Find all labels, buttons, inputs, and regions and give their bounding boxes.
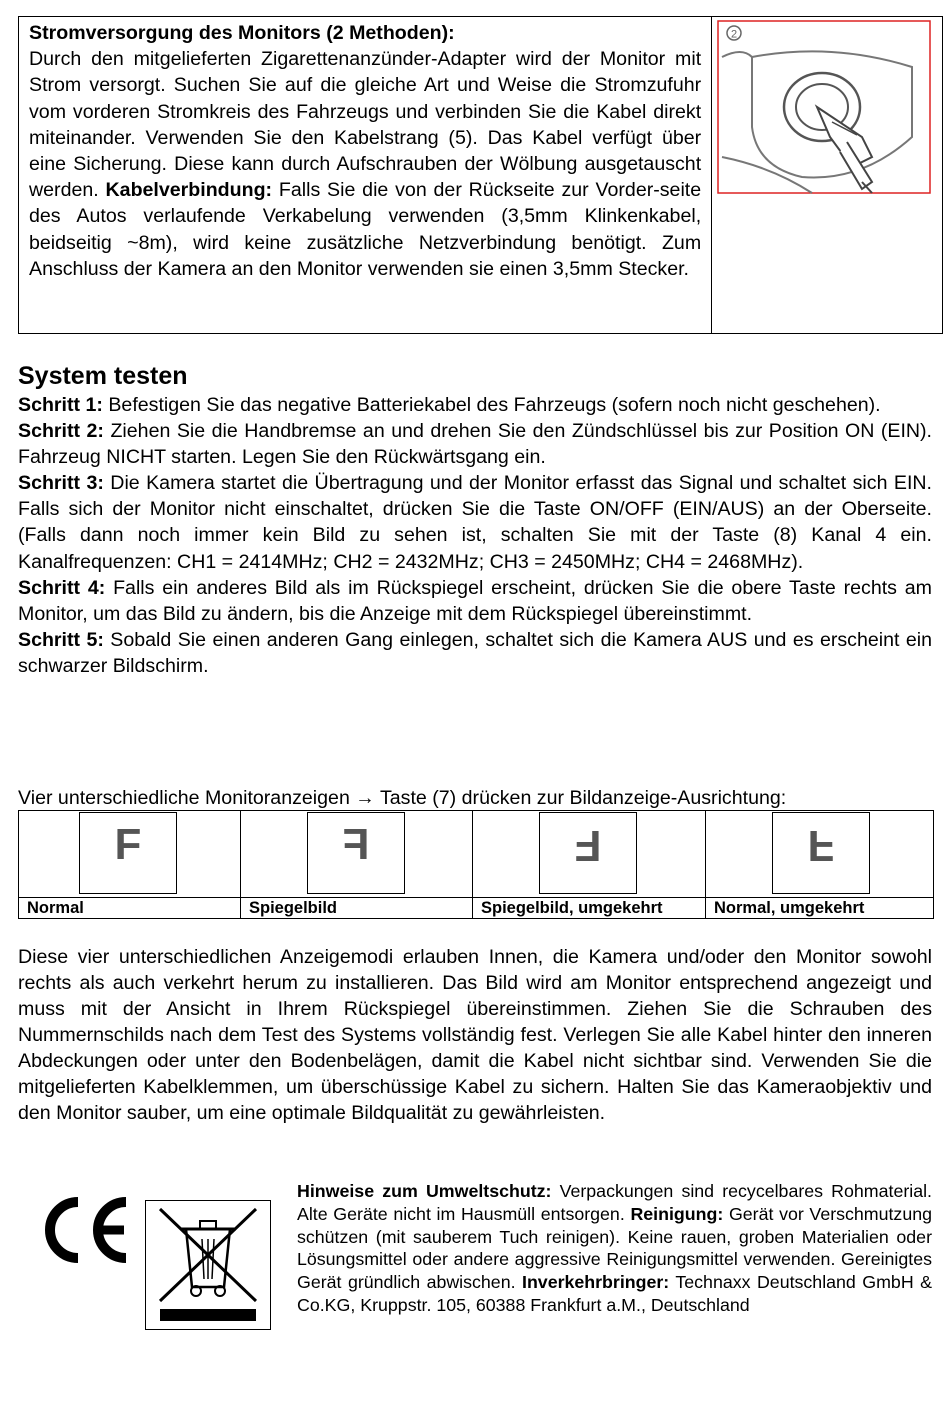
ce-mark-icon — [38, 1192, 134, 1270]
step-5 — [18, 627, 932, 679]
system-test-steps — [18, 392, 932, 679]
weee-box — [145, 1200, 271, 1330]
f-glyph-mirror: F — [342, 820, 370, 869]
cigarette-adapter-illustration-cell — [712, 17, 943, 334]
mode-mirror-preview — [307, 812, 405, 894]
env-label: Hinweise zum Umweltschutz: — [297, 1181, 552, 1201]
env-text: Verpackungen sind recycelbares Rohmaterial. Alte Geräte nicht im Hausmüll entsorgen. — [297, 1181, 932, 1224]
step-5-label: Schritt 5: — [18, 628, 104, 651]
step-1 — [18, 392, 932, 418]
distributor-label: Inverkehrbringer: — [522, 1272, 670, 1293]
power-text-part1: Durch den mitgelieferten Zigarettenanzünder-Adapter wird der Monitor mit Strom versorgt. Suchen Sie auf die gleiche Art und Weise die Stromzufuhr vom vorderen Stromkreis des Fahrzeugs und verbinden Sie die Kabel direkt miteinander. Verwenden Sie den Kabelstrang (5). Das Kabel verfügt über eine Sicherung. Diese kann durch Aufschrauben der Wölbung ausgetauscht werden. — [29, 48, 702, 202]
display-intro-text-after: Taste (7) drücken zur Bildanzeige-Ausrichtung: — [374, 787, 787, 809]
mode-normal-preview — [79, 812, 177, 894]
mode-normal-cell — [19, 811, 241, 898]
power-supply-description — [29, 46, 701, 282]
step-3 — [18, 470, 932, 574]
display-intro-text: Vier unterschiedliche Monitoranzeigen — [18, 787, 356, 809]
f-glyph-mirror-flipped: F — [574, 821, 602, 870]
f-glyph-normal-flipped: F — [807, 821, 835, 870]
cigarette-adapter-illustration — [712, 17, 938, 197]
cable-connection-label: Kabelverbindung: — [105, 179, 273, 202]
mode-normal-flipped-preview — [772, 812, 870, 894]
step-5-text: Sobald Sie einen anderen Gang einlegen, schaltet sich die Kamera AUS und es erscheint ein schwarzer Bildschirm. — [18, 628, 933, 677]
mode-mirror-flipped-cell — [473, 811, 706, 898]
mode-label-normal-flipped: Normal, umgekehrt — [706, 898, 934, 919]
mode-label-mirror-flipped: Spiegelbild, umgekehrt — [473, 898, 706, 919]
mode-normal-flipped-cell — [706, 811, 934, 898]
system-test-heading: System testen — [18, 362, 188, 390]
step-4-label: Schritt 4: — [18, 576, 106, 599]
mode-label-normal: Normal — [19, 898, 241, 919]
distributor-text: Technaxx Deutschland GmbH & Co.KG, Kruppstr. 105, 60388 Frankfurt a.M., Deutschland — [297, 1272, 932, 1315]
arrow-right-icon: → — [355, 787, 375, 809]
power-supply-table — [18, 16, 943, 334]
power-text-part2: Falls Sie die von der Rückseite zur Vorder-seite des Autos verlaufende Verkabelung verwenden (3,5mm Klinkenkabel, beidseitig ~8m), wird keine zusätzliche Netzverbindung benötigt. Zum Anschluss der Kamera an den Monitor verwenden sie einen 3,5mm Stecker. — [29, 179, 702, 280]
power-supply-text-cell — [19, 17, 712, 334]
step-1-label: Schritt 1: — [18, 394, 103, 416]
step-4-text: Falls ein anderes Bild als im Rückspiegel erscheint, drücken Sie die obere Taste rechts am Monitor, um das Bild zu ändern, bis die Anzeige mit dem Rückspiegel übereinstimmt. — [18, 576, 932, 625]
step-1-text: Befestigen Sie das negative Batteriekabel des Fahrzeugs (sofern noch nicht geschehen). — [102, 394, 881, 416]
display-modes-intro — [18, 786, 786, 810]
installation-paragraph: Diese vier unterschiedlichen Anzeigemodi erlauben Innen, die Kamera und/oder den Monitor sowohl rechts als auch verkehrt herum zu installieren. Das Bild wird am Monitor entsprechend angezeigt und muss mit der Ansicht in Ihrem Rückspiegel übereinstimmen. Ziehen Sie die Schrauben des Nummernschilds nach dem Test des Systems vollständig fest. Verlegen Sie alle Kabel hinter den inneren Abdeckungen oder unter den Bodenbelägen, damit die Kabel nicht sichtbar sind. Verwenden Sie die mitgelieferten Kabelklemmen, um überschüssige Kabel zu sichern. Halten Sie das Kameraobjektiv und den Monitor sauber, um eine optimale Bildqualität zu gewährleisten. — [18, 946, 932, 1124]
power-supply-title: Stromversorgung des Monitors (2 Methoden): — [29, 22, 455, 44]
f-glyph-normal: F — [114, 820, 142, 869]
display-modes-table — [18, 810, 934, 919]
step-2-label: Schritt 2: — [18, 420, 104, 443]
mode-label-mirror: Spiegelbild — [241, 898, 473, 919]
mode-mirror-flipped-preview — [539, 812, 637, 894]
step-2 — [18, 418, 932, 470]
step-4 — [18, 575, 932, 627]
cleaning-label: Reinigung: — [630, 1203, 724, 1224]
figure-number: 2 — [731, 28, 738, 41]
crossed-bin-icon — [146, 1201, 270, 1329]
step-2-text: Ziehen Sie die Handbremse an und drehen Sie den Zündschlüssel bis zur Position ON (EIN). Fahrzeug NICHT starten. Legen Sie den Rückwärtsgang ein. — [18, 420, 933, 469]
cleaning-text: Gerät vor Verschmutzung schützen (mit sauberem Tuch reinigen). Keine rauen, groben Materialien oder Lösungsmittel oder andere aggressive Reinigungsmittel verwenden. Gereinigtes Gerät gründlich abwischen. — [297, 1203, 932, 1293]
environment-notes — [297, 1180, 932, 1317]
mode-mirror-cell — [241, 811, 473, 898]
step-3-label: Schritt 3: — [18, 472, 104, 495]
step-3-text: Die Kamera startet die Übertragung und der Monitor erfasst das Signal und schaltet sich EIN. Falls sich der Monitor nicht einschaltet, drücken Sie die Taste ON/OFF (EIN/AUS) an der Oberseite. (Falls dann noch immer kein Bild zu sehen ist, schalten Sie mit der Taste (8) Kanal 4 ein. Kanalfrequenzen: CH1 = 2414MHz; CH2 = 2432MHz; CH3 = 2450MHz; CH4 = 2468MHz). — [18, 472, 932, 573]
